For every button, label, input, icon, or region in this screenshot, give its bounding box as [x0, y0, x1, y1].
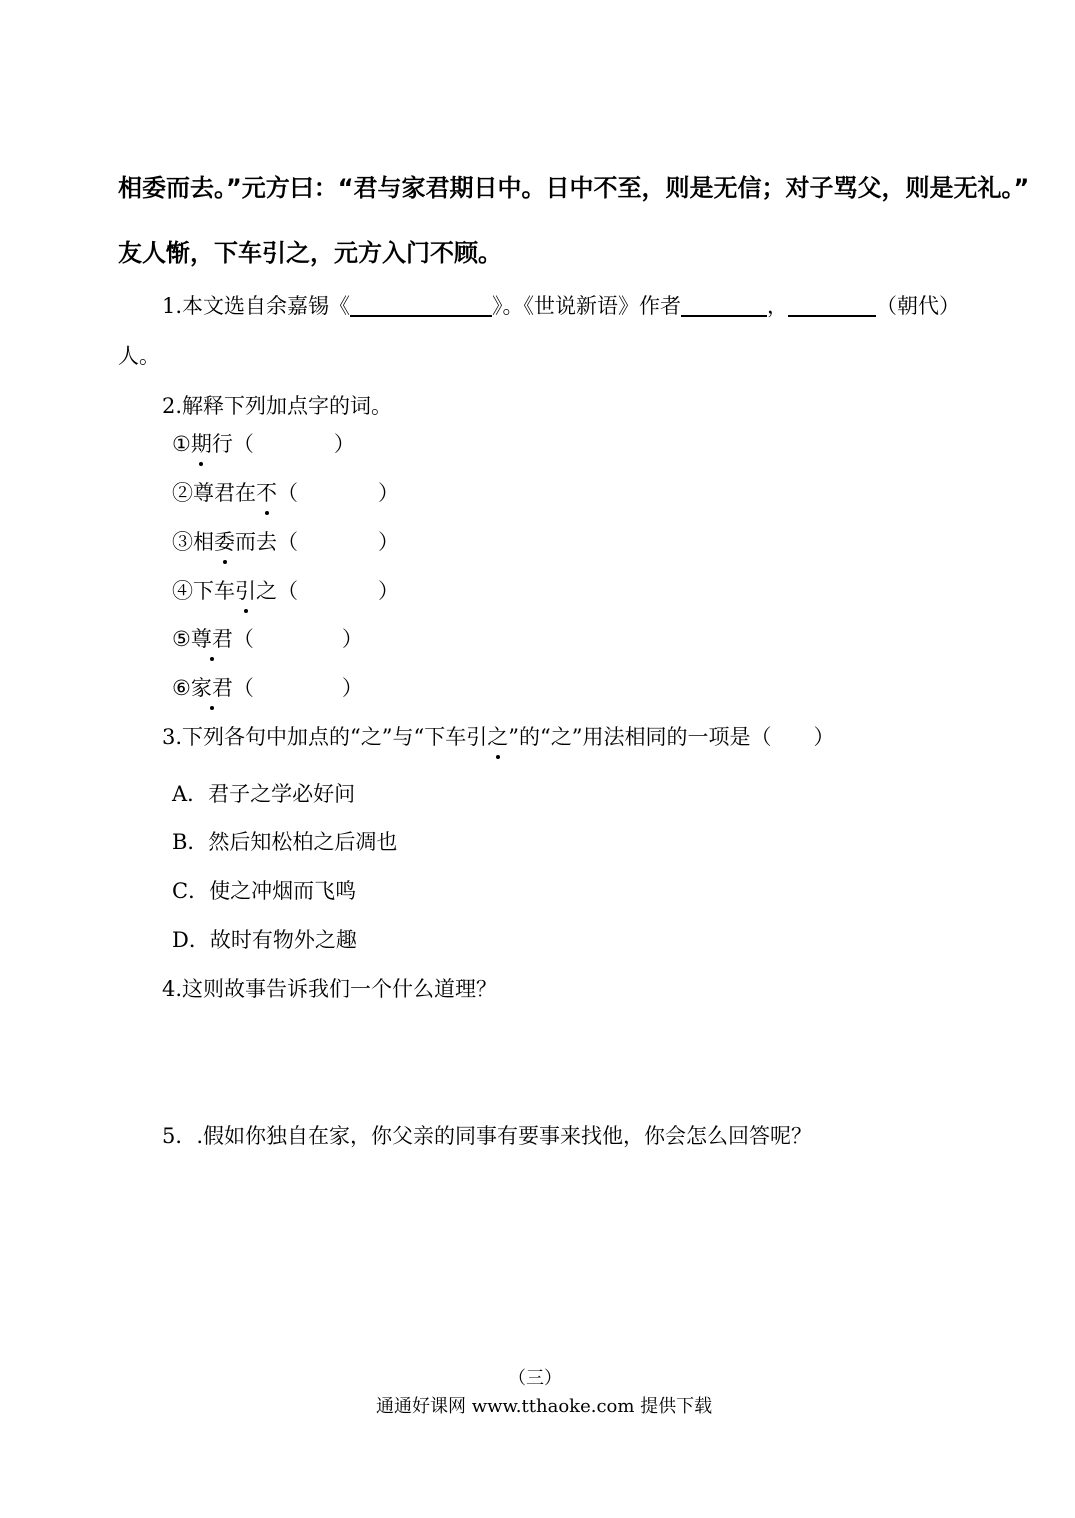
- question-1: [162, 290, 960, 320]
- section-label: （三）: [508, 1368, 562, 1389]
- question-2-prompt: 2.解释下列加点字的词。: [162, 394, 393, 418]
- q2-item-2: ②尊君在不（ ）: [172, 477, 399, 507]
- question-4-prompt: 4.这则故事告诉我们一个什么道理？: [162, 977, 498, 1001]
- dotted-char: 家君: [191, 672, 233, 702]
- dotted-char: 期: [191, 428, 212, 458]
- question-5-prompt: 5．.假如你独自在家，你父亲的同事有要事来找他，你会怎么回答呢？: [162, 1124, 813, 1148]
- q3-option-d[interactable]: D．故时有物外之趣: [172, 928, 357, 952]
- question-1-continued: 人。: [118, 344, 160, 368]
- q3-option-b[interactable]: B．然后知松柏之后凋也: [172, 830, 398, 854]
- q1-author-blank[interactable]: [681, 293, 767, 317]
- dotted-char: 委: [214, 526, 235, 556]
- dotted-char: 不: [256, 477, 277, 507]
- dotted-char: 之: [487, 721, 508, 751]
- q1-mid: 》。《世说新语》作者: [492, 294, 682, 318]
- passage-line-1: 相委而去。”元方曰：“君与家君期日中。日中不至，则是无信；对子骂父，则是无礼。”: [118, 174, 1030, 202]
- question-3-prompt: 3.下列各句中加点的“之”与“下车引之”的“之”用法相同的一项是（ ）: [162, 721, 834, 751]
- q2-item-3: ③相委而去（ ）: [172, 526, 399, 556]
- q1-prefix: 1.本文选自余嘉锡《: [162, 294, 351, 318]
- q3-option-a[interactable]: A．君子之学必好问: [172, 782, 356, 806]
- q3-option-c[interactable]: C．使之冲烟而飞鸣: [172, 879, 357, 903]
- q1-book-blank[interactable]: [350, 293, 492, 317]
- q1-dynasty-blank[interactable]: [788, 293, 876, 317]
- q2-item-5: ⑤尊君（ ）: [172, 623, 363, 653]
- q2-item-6: ⑥家君（ ）: [172, 672, 363, 702]
- dotted-char: 尊君: [191, 623, 233, 653]
- passage-line-2: 友人惭，下车引之，元方入门不顾。: [118, 239, 502, 267]
- q2-item-1: ①期行（ ）: [172, 428, 355, 458]
- q1-suffix: （朝代）: [876, 294, 961, 318]
- q1-comma: ，: [767, 294, 789, 318]
- dotted-char: 引: [235, 575, 256, 605]
- footer-source: 通通好课网 www.tthaoke.com 提供下载: [376, 1396, 713, 1417]
- q2-item-4: ④下车引之（ ）: [172, 575, 399, 605]
